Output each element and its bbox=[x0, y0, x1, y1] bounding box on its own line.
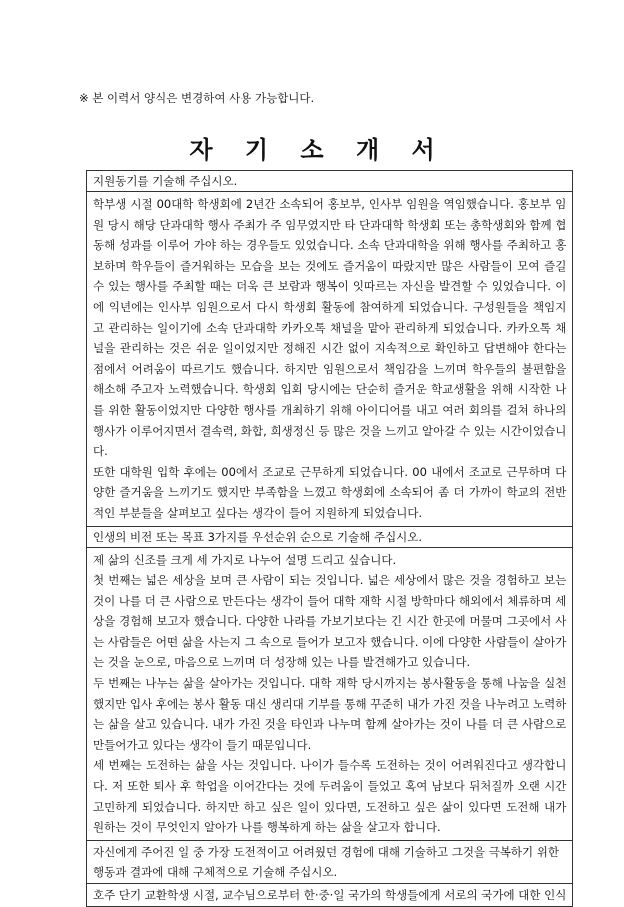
question-challenge: 자신에게 주어진 일 중 가장 도전적이고 어려웠던 경험에 대해 기술하고 그것을 극복하기 위한 행동과 결과에 대해 구체적으로 기술해 주십시오. bbox=[87, 840, 573, 883]
form-row-question-3 bbox=[87, 840, 573, 883]
form-row-answer-1 bbox=[87, 192, 573, 527]
notice-text: ※ 본 이력서 양식은 변경하여 사용 가능합니다. bbox=[79, 91, 315, 105]
form-row-question-2 bbox=[87, 526, 573, 547]
answer-challenge: 호주 단기 교환학생 시절, 교수님으로부터 한·중·일 국가의 학생들에게 서로의 국가에 대한 인식 bbox=[87, 883, 573, 906]
form-row-answer-3 bbox=[87, 883, 573, 906]
form-row-question-1 bbox=[87, 171, 573, 192]
page-title: 자 기 소 개 서 bbox=[189, 136, 447, 164]
self-introduction-form bbox=[86, 170, 573, 907]
question-vision: 인생의 비전 또는 목표 3가지를 우선순위 순으로 기술해 주십시오. bbox=[87, 526, 573, 547]
answer-vision: 제 삶의 신조를 크게 세 가지로 나누어 설명 드리고 싶습니다. 첫 번째는 넓은 세상을 보며 큰 사람이 되는 것입니다. 넓은 세상에서 많은 것을 경험하고 보는 것이 나를 더 큰 사람으로 만든다는 생각이 들어 대학 재학 시절 방학마다 해외에서 체류하며 세상을 경험해 보고자 했습니다. 다양한 나라를 가보기보다는 긴 시간 한곳에 머물며 그곳에서 사는 사람들은 어떤 삶을 사는지 그 속으로 들어가 보고자 했습니다. 이에 다양한 사람들이 살아가는 것을 눈으로, 마음으로 느끼며 더 성장해 있는 나를 발견해가고 있습니다. 두 번째는 나누는 삶을 살아가는 것입니다. 대학 재학 당시까지는 봉사활동을 통해 나눔을 실천했지만 입사 후에는 봉사 활동 대신 생리대 기부를 통해 꾸준히 내가 가진 것을 나누려고 노력하는 삶을 살고 있습니다. 내가 가진 것을 타인과 나누며 함께 살아가는 것이 나를 더 큰 사람으로 만들어가고 있다는 생각이 들기 때문입니다. 세 번째는 도전하는 삶을 사는 것입니다. 나이가 들수록 도전하는 것이 어려워진다고 생각합니다. 저 또한 퇴사 후 학업을 이어간다는 것에 두려움이 들었고 혹여 남보다 뒤처질까 오랜 시간 고민하게 되었습니다. 하지만 하고 싶은 일이 있다면, 도전하고 싶은 삶이 있다면 도전해 내가 원하는 것이 무엇인지 알아가 나를 행복하게 하는 삶을 살고자 합니다. bbox=[87, 547, 573, 840]
answer-motivation: 학부생 시절 00대학 학생회에 2년간 소속되어 홍보부, 인사부 임원을 역임했습니다. 홍보부 임원 당시 해당 단과대학 행사 주최가 주 임무였지만 타 단과대학 학생회 또는 총학생회와 함께 협동해 성과를 이루어 가야 하는 경우들도 있었습니다. 소속 단과대학을 위해 행사를 주최하고 홍보하며 학우들이 즐거워하는 모습을 보는 것에도 즐거움이 따랐지만 많은 사람들이 모여 즐길 수 있는 행사를 주최할 때는 더욱 큰 보람과 행복이 잇따르는 자신을 발견할 수 있었습니다. 이에 익년에는 인사부 임원으로서 다시 학생회 활동에 참여하게 되었습니다. 구성원들을 책임지고 관리하는 일이기에 소속 단과대학 카카오톡 채널을 맡아 관리하게 되었습니다. 카카오톡 채널을 관리하는 것은 쉬운 일이었지만 정해진 시간 없이 지속적으로 확인하고 답변해야 한다는 점에서 어려움이 따르기도 했습니다. 하지만 임원으로서 책임감을 느끼며 학우들의 불편함을 해소해 주고자 노력했습니다. 학생회 입회 당시에는 단순히 즐거운 학교생활을 위해 시작한 나를 위한 활동이었지만 다양한 행사를 개최하기 위해 아이디어를 내고 여러 회의를 걸쳐 하나의 행사가 이루어지면서 결속력, 화합, 희생정신 등 많은 것을 느끼고 알아갈 수 있는 시간이었습니다. 또한 대학원 입학 후에는 00에서 조교로 근무하게 되었습니다. 00 내에서 조교로 근무하며 다양한 즐거움을 느끼기도 했지만 부족함을 느꼈고 학생회에 소속되어 좀 더 가까이 학교의 전반적인 부분들을 살펴보고 싶다는 생각이 들어 지원하게 되었습니다. bbox=[87, 192, 573, 527]
form-row-answer-2 bbox=[87, 547, 573, 840]
question-motivation: 지원동기를 기술해 주십시오. bbox=[87, 171, 573, 192]
